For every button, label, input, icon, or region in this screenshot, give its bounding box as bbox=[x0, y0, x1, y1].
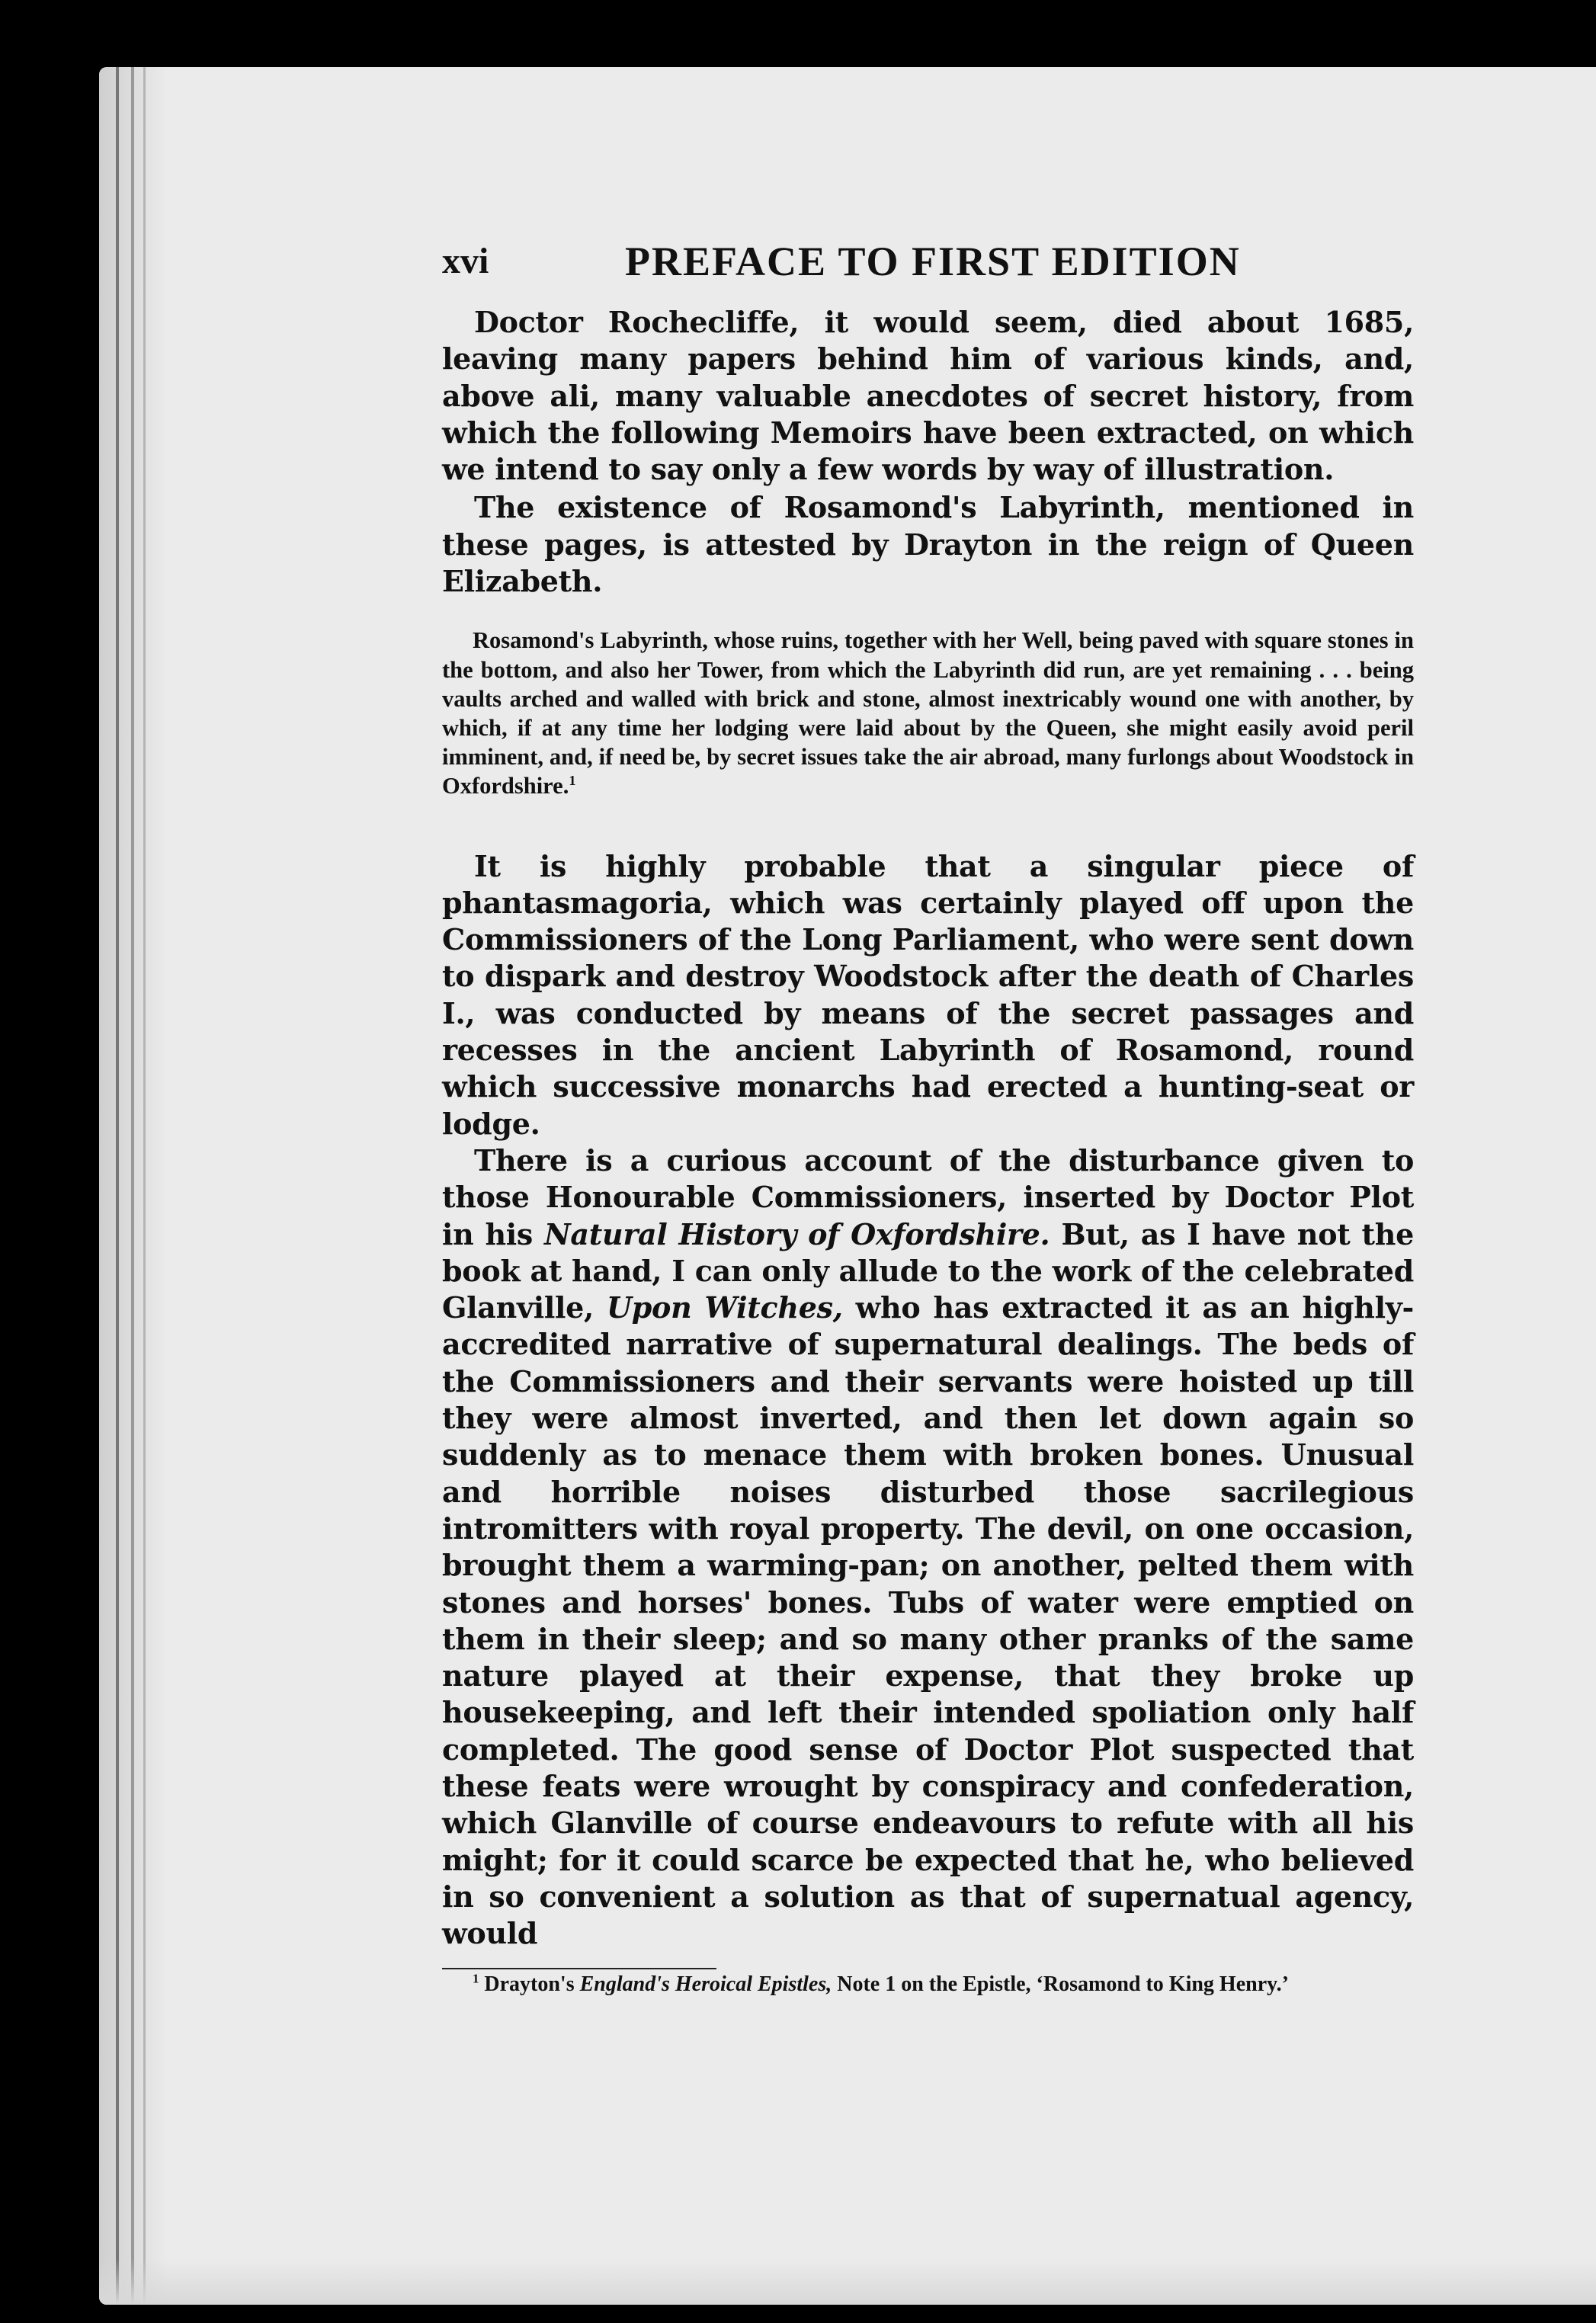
footnote-mark: 1 bbox=[473, 1971, 479, 1986]
quote-text: Rosamond's Labyrinth, whose ruins, together with her Well, being paved with square stones in the bottom, and also her Tower, from which the Labyrinth did run, are yet remaining . . . being vaults arched and walled with brick and stone, almost inextricably wound one with another, by which, if at any time her lodging were laid about by the Queen, she might easily avoid peril imminent, and, if need be, by secret issues take the air abroad, many furlongs about Woodstock in Oxfordshire. bbox=[442, 627, 1414, 799]
paragraph-1: Doctor Rochecliffe, it would seem, died about 1685, leaving many papers behind him of various kinds, and, above ali, many valuable anecdotes of secret history, from which the following Memoirs have been extracted, on which we intend to say only a few words by way of illustration. bbox=[442, 305, 1414, 487]
footnote bbox=[442, 1972, 1414, 1997]
page-content bbox=[442, 232, 1414, 1997]
paragraph-4-text-a: There is a curious account of the disturbance given to those Honourable Commissioners, inserted by Doctor Plot in his bbox=[442, 1142, 1414, 1251]
footnote-book-title: England's Heroical Epistles, bbox=[579, 1972, 832, 1996]
running-head: PREFACE TO FIRST EDITION bbox=[625, 239, 1241, 284]
paragraph-4 bbox=[442, 1142, 1414, 1953]
footnote-text-b: Note 1 on the Epistle, ‘Rosamond to King Henry.’ bbox=[832, 1972, 1289, 1996]
book-title-glanville: Upon Witches, bbox=[606, 1290, 843, 1325]
scan-shadow-bottom bbox=[99, 2259, 1596, 2305]
paragraph-4-text-c: who has extracted it as an highly-accredited narrative of supernatural dealings. The beds of the Commissioners and their servants were hoisted up till they were almost inverted, and then let down again so suddenly as to menace them with broken bones. Unusual and horrible noises disturbed those sacrilegious intromitters with royal property. The devil, on one occasion, brought them a warming-pan; on another, pelted them with stones and horses' bones. Tubs of water were emptied on them in their sleep; and so many other pranks of the same nature played at their expense, that they broke up housekeeping, and left their intended spoliation only half completed. The good sense of Doctor Plot suspected that these feats were wrought by conspiracy and confederation, which Glanville of course endeavours to refute with all his might; for it could scarce be expected that he, who believed in so convenient a solution as that of supernatual agency, would bbox=[442, 1290, 1414, 1951]
page-edge-line bbox=[143, 67, 146, 2305]
paragraph-3: It is highly probable that a singular piece of phantasmagoria, which was certainly played off upon the Commissioners of the Long Parliament, who were sent down to dispark and destroy Woodstock after the death of Charles I., was conducted by means of the secret passages and recesses in the ancient Labyrinth of Rosamond, round which successive monarchs had erected a hunting-seat or lodge. bbox=[442, 848, 1414, 1141]
book-title-plot: Natural History of Oxfordshire. bbox=[543, 1216, 1050, 1251]
footnote-text-a: Drayton's bbox=[479, 1972, 580, 1996]
paragraph-4-text-b: But, as I have not the book at hand, I can only allude to the work of the celebrated Glanville, bbox=[442, 1216, 1414, 1325]
page-number: xvi bbox=[442, 241, 489, 281]
page-edge-line bbox=[131, 67, 134, 2305]
footnote-rule bbox=[442, 1968, 716, 1969]
paragraph-2: The existence of Rosamond's Labyrinth, mentioned in these pages, is attested by Drayton in the reign of Queen Elizabeth. bbox=[442, 490, 1414, 599]
page-edge-line bbox=[116, 67, 119, 2305]
footnote-reference: 1 bbox=[569, 773, 576, 789]
block-quote bbox=[442, 626, 1414, 800]
page-header bbox=[442, 232, 1414, 293]
